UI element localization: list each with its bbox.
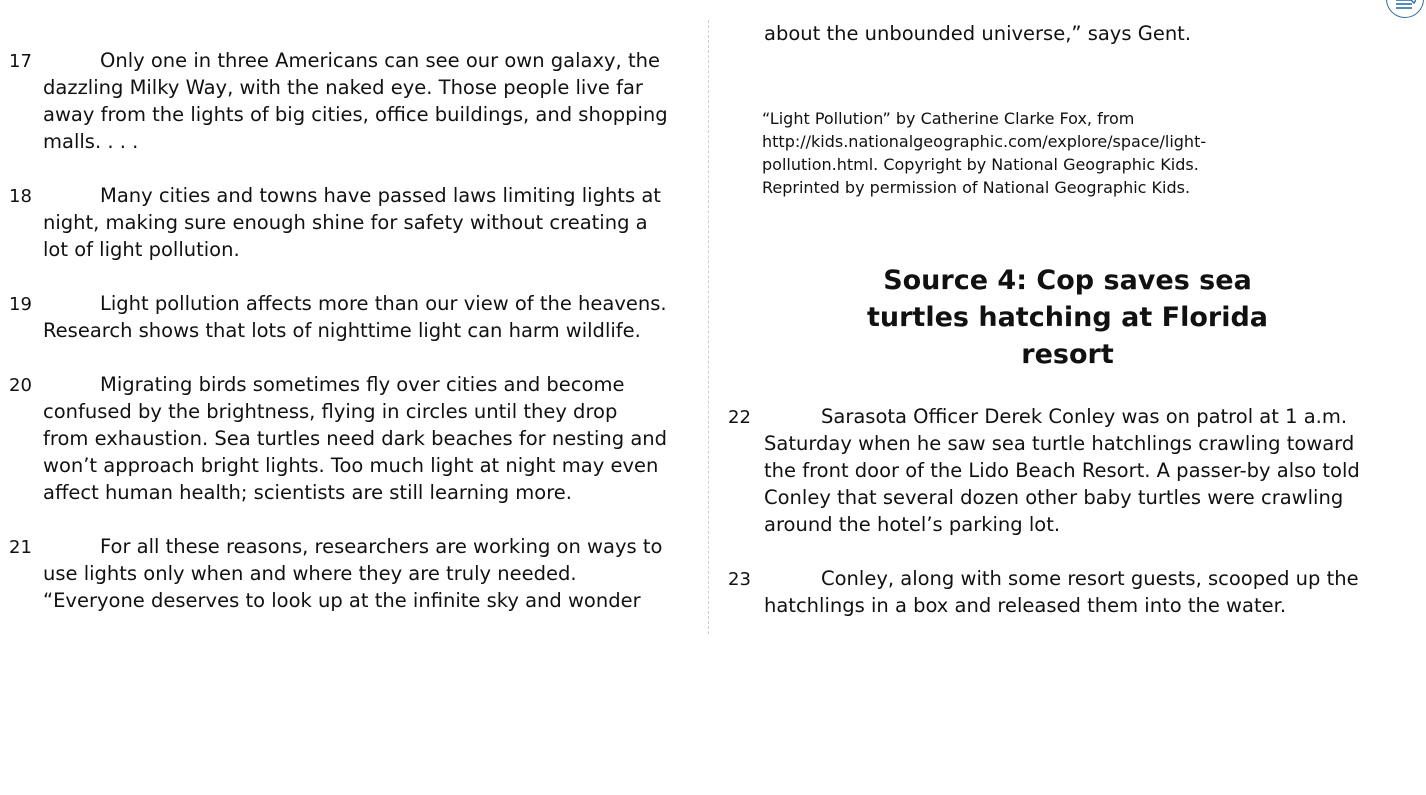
paragraph-number: 19	[9, 294, 32, 315]
paragraph-number: 18	[9, 186, 32, 207]
paragraph-text: Only one in three Americans can see our own galaxy, the dazzling Milky Way, with the naked eye. Those people live far away from the lights of big cities, office buildings, and shopping malls. . . .	[43, 49, 668, 153]
paragraph-text: Many cities and towns have passed laws limiting lights at night, making sure enough shine for safety without creating a lot of light pollution.	[43, 184, 661, 261]
paragraph-text: For all these reasons, researchers are working on ways to use lights only when and where they are truly needed. “Everyone deserves to look up at the infinite sky and wonder	[43, 535, 663, 612]
menu-lines-icon	[1396, 0, 1416, 13]
paragraph-number: 22	[728, 407, 751, 428]
paragraph-number: 21	[9, 537, 32, 558]
source-citation: “Light Pollution” by Catherine Clarke Fox, from http://kids.nationalgeographic.com/explore/space/light- pollution.html. Copyright by National Geographic Kids. Reprinted by permission of National Geographic Kids.	[762, 109, 1207, 197]
paragraph-text: Conley, along with some resort guests, scooped up the hatchlings in a box and released them into the water.	[764, 567, 1359, 617]
menu-button[interactable]	[1386, 0, 1424, 18]
source-heading: Source 4: Cop saves sea turtles hatching at Florida resort	[866, 265, 1269, 370]
paragraph-text: Migrating birds sometimes fly over cities and become confused by the brightness, flying in circles until they drop from exhaustion. Sea turtles need dark beaches for nesting and won’t approach bright lights. Too much light at night may even affect human health; scientists are still learning more.	[43, 373, 668, 504]
paragraph-number: 17	[9, 51, 32, 72]
paragraph-text: Sarasota Officer Derek Conley was on patrol at 1 a.m. Saturday when he saw sea turtle hatchlings crawling toward the front door of the Lido Beach Resort. A passer-by also told Conley that several dozen other baby turtles were crawling around the hotel’s parking lot.	[764, 405, 1360, 536]
paragraph-text: Light pollution affects more than our view of the heavens. Research shows that lots of nighttime light can harm wildlife.	[43, 292, 667, 342]
paragraph-number: 23	[728, 569, 751, 590]
paragraph-number: 20	[9, 375, 32, 396]
column-divider	[708, 20, 709, 634]
carry-over-text: about the unbounded universe,” says Gent.	[764, 22, 1192, 45]
